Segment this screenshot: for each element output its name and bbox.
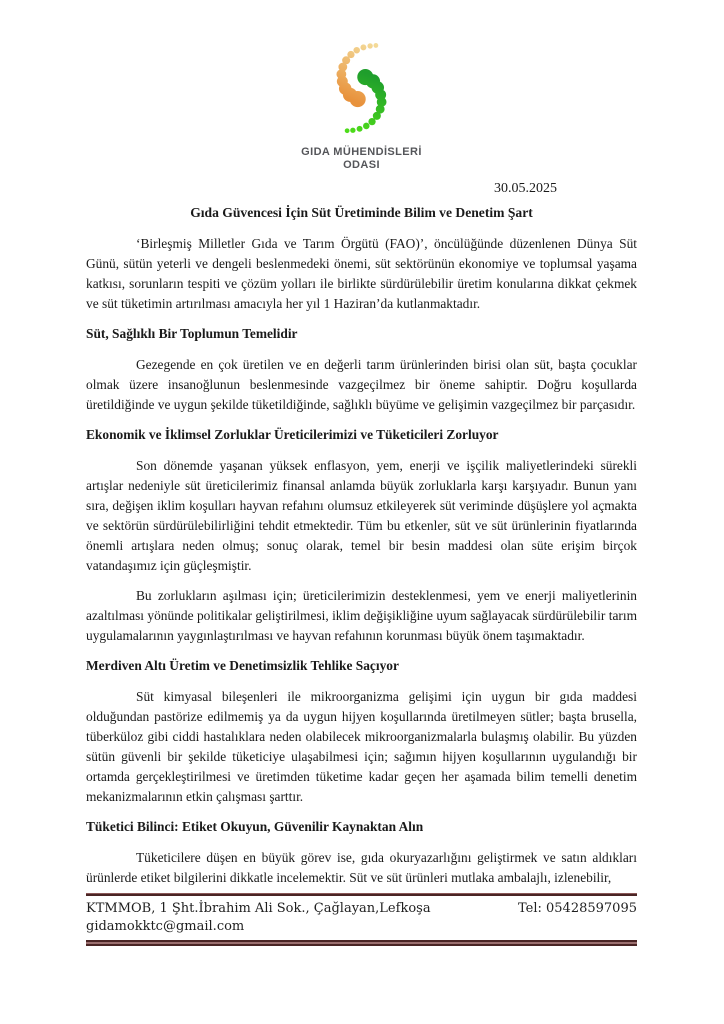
paragraph: Gezegende en çok üretilen ve en değerli tarım ürünlerinden birisi olan süt, başta çocuklar olmak üzere insanoğlunun beslenmesinde vazgeçilmez bir öneme sahiptir. Doğru koşullarda üretildiğinde ve uygun şekilde tüketildiğinde, sağlıklı büyüme ve gelişimin vazgeçilmez bir parçasıdır.	[86, 357, 637, 412]
document-body	[86, 234, 637, 888]
paragraph: Süt kimyasal bileşenleri ile mikroorganizma gelişimi için uygun bir gıda maddesi olduğundan pastörize edilmemiş ya da uygun hijyen koşullarında üretilmeyen sütler; başta brusella, tüberküloz gibi ciddi hastalıklara neden olabilecek mikroorganizmalarla bulaşmış olabilir. Bu yüzden sütün güvenli bir şekilde tüketiciye ulaşabilmesi için; sağımın hijyen koşullarının uygulandığı bir ortamda gerçekleştirilmesi ve üretimden tüketime kadar geçen her aşamada bilim temelli denetim mekanizmalarının etkin çalışması şarttır.	[86, 689, 637, 804]
org-logo-icon	[327, 42, 396, 138]
section-heading: Ekonomik ve İklimsel Zorluklar Üreticilerimizi ve Tüketicileri Zorluyor	[86, 427, 499, 442]
footer-email: gidamokktc@gmail.com	[86, 919, 245, 934]
org-name-line1: GIDA MÜHENDİSLERİ	[301, 146, 422, 158]
paragraph: Tüketicilere düşen en büyük görev ise, gıda okuryazarlığını geliştirmek ve satın aldıkları ürünlerde etiket bilgilerini dikkatle incelemektir. Süt ve süt ürünleri mutlaka ambalajlı, izlenebilir,	[86, 850, 637, 885]
document-date: 30.05.2025	[494, 181, 557, 196]
section-heading: Merdiven Altı Üretim ve Denetimsizlik Tehlike Saçıyor	[86, 658, 399, 673]
page-footer	[86, 893, 637, 946]
document-title: Gıda Güvencesi İçin Süt Üretiminde Bilim ve Denetim Şart	[190, 205, 533, 220]
footer-phone: Tel: 05428597095	[517, 901, 637, 916]
paragraph: Son dönemde yaşanan yüksek enflasyon, yem, enerji ve işçilik maliyetlerindeki sürekli artışlar nedeniyle süt üreticilerimiz finansal anlamda büyük zorluklarla karşı karşıyadır. Bunun yanı sıra, değişen iklim koşulları hayvan refahını olumsuz etkileyerek süt veriminde düşüşlere yol açmakta ve sektörün sürdürülebilirliğini tehdit etmektedir. Tüm bu etkenler, süt ve süt ürünlerinin fiyatlarında önemli artışlara neden olmuş; sonuç olarak, temel bir besin maddesi olan süte erişim birçok vatandaşımız için güçleşmiştir.	[86, 458, 637, 573]
section-heading: Tüketici Bilinci: Etiket Okuyun, Güvenilir Kaynaktan Alın	[86, 819, 424, 834]
section-heading: Süt, Sağlıklı Bir Toplumun Temelidir	[86, 326, 298, 341]
footer-contact-row	[86, 900, 637, 918]
footer-top-rule	[86, 893, 637, 896]
footer-bottom-rule	[86, 940, 637, 946]
document-content	[86, 0, 637, 898]
footer-address: KTMMOB, 1 Şht.İbrahim Ali Sok., Çağlayan,Lefkoşa	[86, 901, 431, 916]
paragraph: ‘Birleşmiş Milletler Gıda ve Tarım Örgütü (FAO)’, öncülüğünde düzenlenen Dünya Süt Günü, sütün yeterli ve dengeli beslenmedeki önemi, süt sektörünün ekonomiye ve toplumsal yaşama katkısı, sorunların tespiti ve çözüm yolları ile birlikte sürdürülebilir üretim konularına dikkat çekmek ve süt tüketimin artırılması amacıyla her yıl 1 Haziran’da kutlanmaktadır.	[86, 236, 637, 311]
org-name	[86, 146, 637, 172]
org-name-line2: ODASI	[343, 159, 380, 171]
header	[86, 0, 637, 172]
paragraph: Bu zorlukların aşılması için; üreticilerimizin desteklenmesi, yem ve enerji maliyetlerinin azaltılması yönünde politikalar geliştirilmesi, iklim değişikliğine uyum sağlayacak sürdürülebilir tarım uygulamalarının yaygınlaştırılması ve hayvan refahının korunması büyük önem taşımaktadır.	[86, 588, 637, 643]
